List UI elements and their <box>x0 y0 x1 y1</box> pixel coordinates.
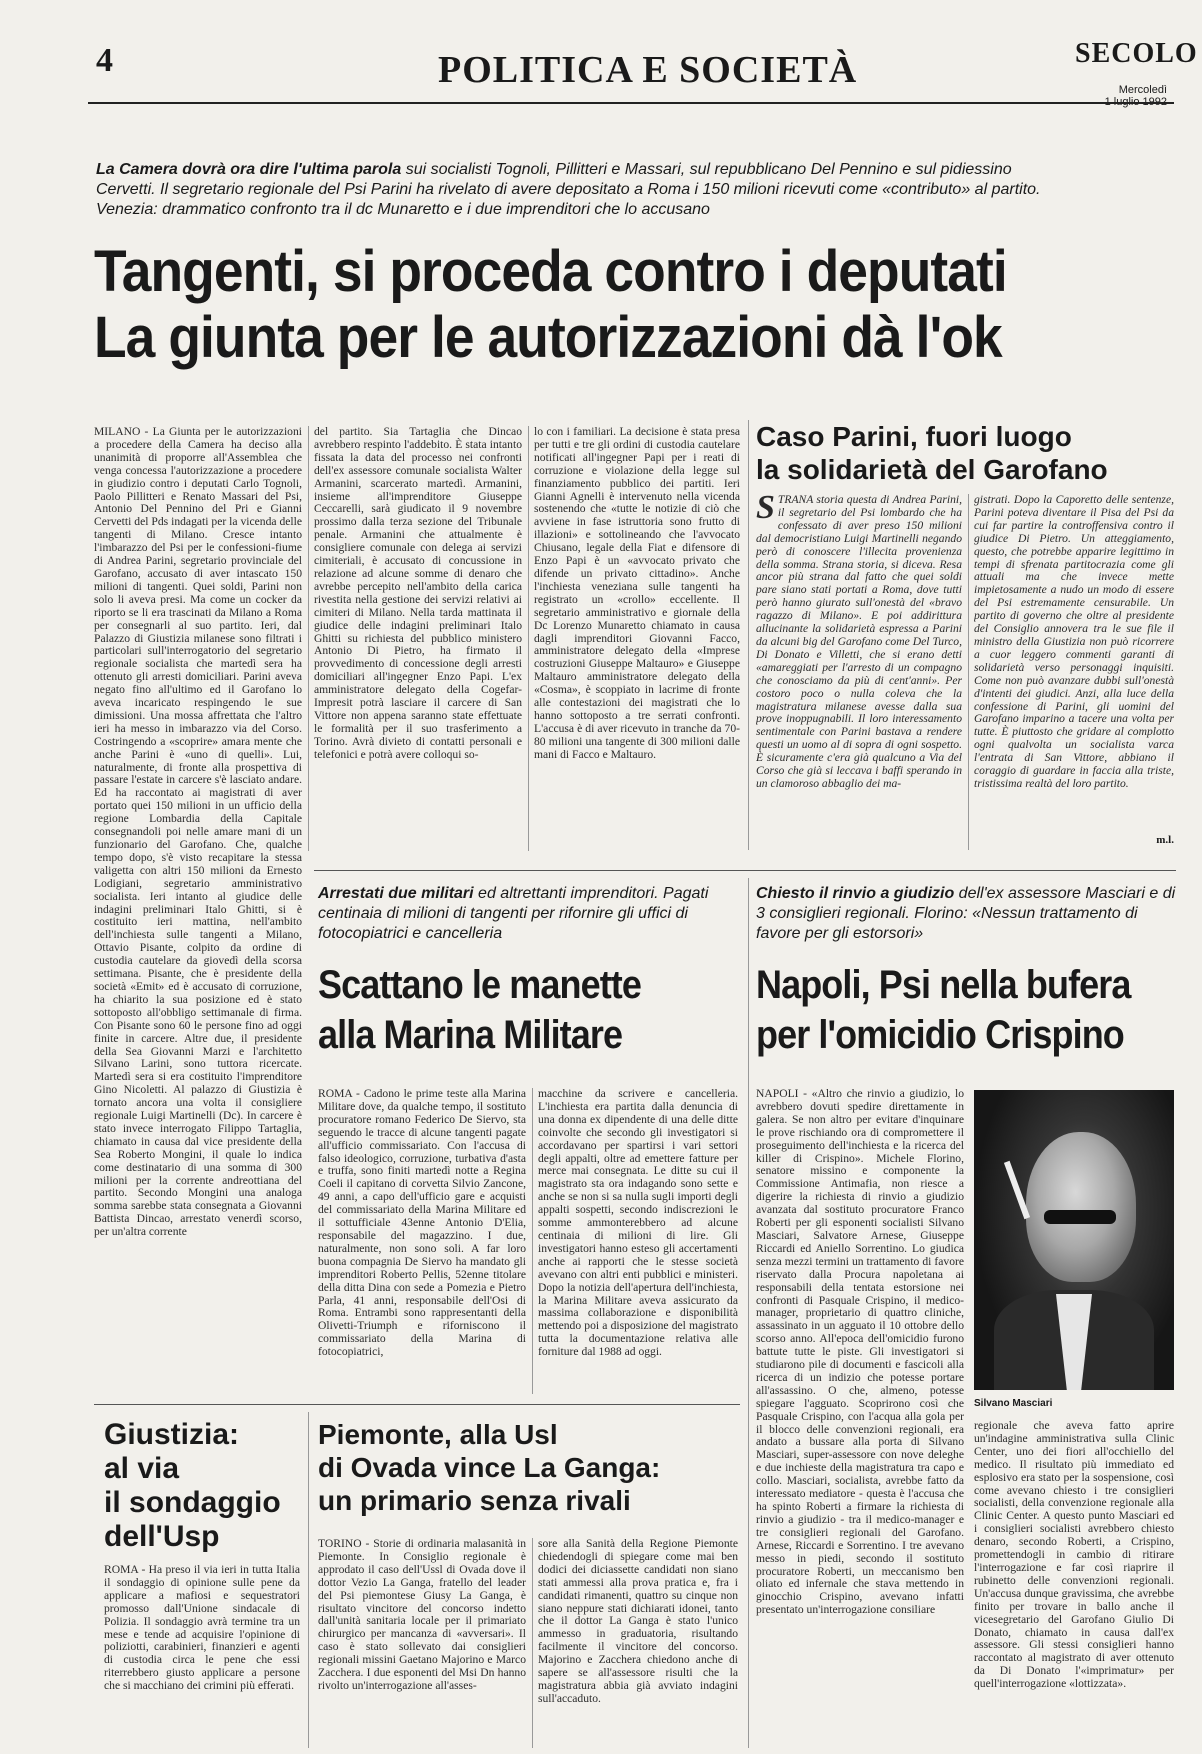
issue-weekday: Mercoledì <box>1118 84 1167 96</box>
giustizia-headline-3: il sondaggio <box>104 1486 281 1519</box>
marina-column-1: ROMA - Cadono le prime teste alla Marina Militare dove, da qualche tempo, il sostituto procuratore romano Federico De Siervo, sta seguendo le tracce di alcune tangenti pagate all'ufficio commissariato. Con l'accusa di falso ideologico, corruzione, turbativa d'asta e truffa, sono finiti martedì notte a Regina Coeli il capitano di corvetta Silvio Zancone, 49 anni, a capo dell'ufficio gare e acquisti del commissariato della Marina Militare ed il sottufficiale 43enne Antonio D'Elia, responsabile del magazzino. I due, naturalmente, non sono soli. A far loro buona compagnia De Siervo ha mandato gli imprenditori Roberto Pellis, 52enne titolare della ditta Dina con sede a Pomezia e Pietro Parla, 41 anni, responsabile dell'Osi di Roma. Entrambi sono rappresentanti della Olivetti-Triumph e riforniscono il commissariato della Marina di fotocopiatrici, <box>318 1088 526 1359</box>
parini-dropcap: S <box>756 494 775 526</box>
piemonte-column-1: TORINO - Storie di ordinaria malasanità in Piemonte. In Consiglio regionale è approdato il caso dell'Ussl di Ovada dove il dottor Vezio La Ganga, fratello del leader del Psi piemontese Giusy La Ganga, è risultato vincitore del concorso indetto dall'unità sanitaria locale per il primariato chirurgico per mancanza di «avversari». Il caso è stato sollevato dai consiglieri regionali missini Gaetano Majorino e Marco Zacchera. I due esponenti del Msi Dn hanno rivolto un'interrogazione all'asses- <box>318 1538 526 1692</box>
column-divider <box>528 426 529 851</box>
parini-headline-1: Caso Parini, fuori luogo <box>756 421 1072 452</box>
giustizia-text: ROMA - Ha preso il via ieri in tutta Italia il sondaggio di opinione sulle pene da applicare a mafiosi e sequestratori promosso dall'Unione sindacale di Polizia. Il sondaggio avrà termine tra un mese e tende ad acquisire l'opinione di poliziotti, carabinieri, finanzieri e agenti di custodia circa le pene che essi riterrebbero giusto applicare a persone che si macchiano dei crimini più efferati. <box>104 1564 300 1693</box>
lead-column-3: lo con i familiari. La decisione è stata presa per tutti e tre gli ordini di custodia cautelare notificati all'ingegner Papi per i reati di corruzione e violazione della legge sul finanziamento pubblico dei partiti. Ieri Gianni Agnelli è intervenuto nella vicenda sostenendo che «tutte le notizie di ciò che avviene in fase istruttoria sono frutto di illazioni» e sottolineando che l'avvocato Chiusano, legale della Fiat e difensore di Enzo Papi è un «avvocato privato che difende un privato cittadino». Anche l'inchiesta veneziana sulle tangenti ha registrato un «crollo» eccellente. Il segretario amministrativo e giornale della Dc Lorenzo Munaretto chiamato in causa dagli imprenditori Giovanni Facco, amministratore delegato della «Imprese costruzioni Giuseppe Maltauro» e Giuseppe Maltauro amministratore delegato della «Cosma», è scoppiato in lacrime di fronte alle contestazioni dei magistrati che lo hanno sottoposto a tre serrati confronti. L'accusa è di aver ricevuto in tranche da 70-80 milioni una tangente di 300 milioni dalle mani di Facco e Maltauro. <box>534 426 740 761</box>
column-divider <box>308 1412 309 1748</box>
giustizia-headline-2: al via <box>104 1452 180 1485</box>
parini-column-1-text: TRANA storia questa di Andrea Parini, il segretario del Psi lombardo che ha confessato di aver preso 150 milioni dal democristiano Luigi Martinelli negando però di conoscere l'illecita provenienza della somma. Strana storia, si diceva. Resa ancor più strana dal fatto che quei soldi pare siano stati portati a Roma, dove tutti però hanno giurato sull'onestà del «bravo ragazzo di Milano». E poi addirittura allucinante la solidarietà espressa a Parini da alcuni big del Garofano come Del Turco, Di Donato e Villetti, che si erano detti «amareggiati per l'arresto di un compagno che conosciamo da più di cent'anni». Per costoro poco o nulla coleva che la magistratura milanese avesse dalla sua prove inoppugnabili. Il loro interessamento sentimentale con Parini bastava a rendere questi un uomo al di sopra di ogni sospetto. È sicuramente c'era già qualcuno a Via del Corso che già si leccava i baffi sperando in un clamoroso abbaglio dei ma- <box>756 494 962 790</box>
napoli-kicker <box>756 884 1176 944</box>
piemonte-column-2: sore alla Sanità della Regione Piemonte chiedendogli di spiegare come mai ben dodici dei diciassette candidati non siano stati ammessi alla prova pratica e, fra i candidati rimanenti, quattro su cinque non siano neppure stati dichiarati idonei, tanto che il dottor La Ganga è stato l'unico ammesso in graduatoria, risultando facilmente il vincitore del concorso. Majorino e Zacchera chiedono anche di sapere se all'assessore risulti che la magistratura abbia già avviato indagini sull'accaduto. <box>538 1538 738 1705</box>
photo-caption: Silvano Masciari <box>974 1398 1053 1409</box>
lead-kicker-bold: La Camera dovrà ora dire l'ultima parola <box>96 161 402 178</box>
issue-date <box>1095 84 1167 108</box>
napoli-column-1: NAPOLI - «Altro che rinvio a giudizio, lo avrebbero dovuti spedire direttamente in galera. Se non altro per evitare d'inquinare le prove rischiando ora di compromettere il proseguimento dell'inchiesta e la ricerca del killer di Crispino». Michele Florino, senatore missino e componente la Commissione Antimafia, non riesce a digerire la richiesta di rinvio a giudizio avanzata dal sostituto procuratore Franco Roberti per gli esponenti socialisti Silvano Masciari, Salvatore Arnese, Giuseppe Riccardi ed Aniello Sorrentino. Lo giudica senza mezzi termini un trattamento di favore riservato dalla Procura napoletana ai responsabili della tentata estorsione nei confronti di Pasquale Crispino, il medico-manager, proprietario di quattro cliniche, assassinato in un agguato il 10 ottobre dello scorso anno. All'epoca dell'omicidio furono battute tutte le piste. Gli investigatori si studiarono pile di documenti e fascicoli alla ricerca di un indizio che potesse portare all'assassino. O che, almeno, potesse spiegare l'agguato. Scoprirono così che Pasquale Crispino, con l'acqua alla gola per il blocco delle convenzioni regionali, era andato a bussare alla porta di Silvano Masciari, super-assessore con nove deleghe e due inchieste della magistratura tra capo e collo. Masciari, socialista, avrebbe fatto da interessato mediatore - questa è l'accusa che ha spinto Roberti a firmare la richiesta di rinvio a giudizio - tra il medico-manager e tre consiglieri regionali del Garofano. Arnese, Riccardi e Sorrentino. I tre avevano messo in piedi, secondo il sostituto procuratore Roberti, un meccanismo ben oliato ed infernale che stava mettendo in ginocchio Crispino, avevano infatti presentato un'interrogazione consiliare <box>756 1088 964 1617</box>
lead-column-1: MILANO - La Giunta per le autorizzazioni a procedere della Camera ha deciso alla unanimità di proporre all'Assemblea che venga concessa l'autorizzazione a procedere in giudizio contro i deputati Carlo Tognoli, Paolo Pillitteri e Renato Massari del Psi, Antonio Del Pennino del Pri e Gianni Cervetti del Pds indagati per la vicenda delle tangenti di Milano. Cresce intanto l'imbarazzo del Psi per le confessioni-fiume di Andrea Parini, segretario provinciale del Garofano, accusato di aver intascato 150 milioni di tangenti. Quei soldi, Parini non solo li aveva presi. Ma come un cocker da riporto se li era trascinati da Milano a Roma per consegnarli al suo partito. Ieri, dal Palazzo di Giustizia milanese sono filtrati i particolari sull'interrogatorio del segretario regionale socialista che martedì sera ha ottenuto gli arresti domiciliari. Parini aveva negato fino all'ultimo ed il Garofano lo aveva incaricato respingendo le sue dimissioni. Una mossa affrettata che l'altro ieri ha messo in imbarazzo via del Corso. Costringendo a «scoprire» amara mente che anche Parini è «uno di quelli». Lui, naturalmente, di fronte alla prospettiva di passare l'estate in carcere s'è lasciato andare. Ed ha raccontato ai magistrati di aver portato quei 150 milioni in un ufficio della regione Lombardia della Capitale consegnandoli poi nelle amare mani di un funzionario del Garofano. Che, qualche tempo dopo, s'è visto recapitare la stessa valigetta con altri 150 milioni da Ernesto Lodigiani, segretario amministrativo socialista. Ieri intanto al giudice delle indagini preliminari Italo Ghitti, si è costituito ieri mattina, nell'ambito dell'inchiesta sulle tangenti a Milano, Ottavio Pisante, colpito da ordine di custodia cautelare da giovedì della scorsa settimana. Pisante, che è presidente della società «Emit» ed è accusato di corruzione, ha chiarito la sua posizione ed è stato sottoposto all'obbligo settimanale di firma. Con Pisante sono 60 le persone fino ad oggi finite in carcere. Altre due, il presidente della Sea Giovanni Marzi e l'architetto Silvano Larini, sono tuttora ricercate. Martedì sera si era costituito l'imprenditore Gino Nicoletti. Al palazzo di Giustizia è tornato ancora una volta il consigliere regionale Luigi Martinelli (Dc). In carcere è stato invece interrogato Filippo Tartaglia, chiamato in causa dal vice presidente della Sea Roberto Mongini, il quale lo indica come destinatario di una somma di 300 milioni per la corrente andreottiana del partito. Secondo Mongini una analoga somma sarebbe stata consegnata a Giovanni Battista Dincao, arrestato venerdì scorso, per un'altra corrente <box>94 426 302 1239</box>
marina-kicker-rest: ed altrettanti imprenditori. Pagati centinaia di milioni di tangenti per rifornire gli uffici di fotocopiatrici e cancelleria <box>318 885 709 942</box>
column-divider <box>748 420 749 850</box>
column-divider <box>968 494 969 850</box>
section-title: POLITICA E SOCIETÀ <box>438 49 858 91</box>
parini-column-1 <box>756 494 962 850</box>
giustizia-headline-4: dell'Usp <box>104 1520 220 1553</box>
napoli-headline-1: Napoli, Psi nella bufera <box>756 963 1131 1007</box>
lead-kicker <box>96 160 1056 220</box>
giustizia-headline-1: Giustizia: <box>104 1418 240 1451</box>
column-divider <box>532 1538 533 1748</box>
parini-headline-2: la solidarietà del Garofano <box>756 454 1108 485</box>
marina-kicker-bold: Arrestati due militari <box>318 885 474 902</box>
lead-headline-1: Tangenti, si proceda contro i deputati <box>94 239 1007 304</box>
napoli-kicker-rest: dell'ex assessore Masciari e di 3 consiglieri regionali. Florino: «Nessun trattamento di favore per gli estorsori» <box>756 885 1176 942</box>
napoli-column-2: regionale che aveva fatto aprire un'indagine amministrativa sulla Clinic Center, uno dei fiori all'occhiello del medico. Il risultato più immediato ed esplosivo era stato per la sospensione, così come avevano chiesto i tre consiglieri socialisti, della convenzione regionale alla Clinic Center. A questo punto Masciari ed i consiglieri socialisti avrebbero chiesto denaro, secondo Roberti, a Crispino, promettendogli in cambio di ritirare l'interrogazione e far così riaprire il rubinetto delle convenzioni regionali. Un'accusa dunque gravissima, che avrebbe finito per trovare in ballo anche il vicesegretario del Garofano Giulio Di Donato, chiamato in causa dall'ex assessore. Gli stessi consiglieri hanno raccontato al magistrato di aver ottenuto da Di Donato l'«imprimatur» per quell'interrogazione «lottizzata». <box>974 1420 1174 1691</box>
newspaper-logo: SECOLO <box>1075 38 1198 69</box>
masciari-photo <box>974 1090 1174 1390</box>
lead-kicker-rest: sui socialisti Tognoli, Pillitteri e Massari, sul repubblicano Del Pennino e sul pidiessino Cervetti. Il segretario regionale del Psi Parini ha rivelato di avere depositato a Roma i 150 milioni ricevuti come «contributo» al partito. Venezia: drammatico confronto tra il dc Munaretto e i due imprenditori che lo accusano <box>96 161 1041 218</box>
napoli-headline-2: per l'omicidio Crispino <box>756 1013 1124 1057</box>
portrait-face <box>1026 1132 1136 1282</box>
section-rule <box>94 1404 740 1405</box>
column-divider <box>532 1088 533 1394</box>
column-divider <box>748 878 749 1748</box>
marina-headline-1: Scattano le manette <box>318 963 642 1007</box>
parini-signature: m.l. <box>1156 834 1174 846</box>
lead-headline-2: La giunta per le autorizzazioni dà l'ok <box>94 305 1002 370</box>
parini-column-2: gistrati. Dopo la Caporetto delle sentenze, Parini poteva diventare il Pisa del Psi da cui far partire la controffensiva contro il giudice Di Pietro. Un atteggiamento, questo, che potrebbe apparire legittimo in tempi di sfrenata partitocrazia come gli attuali ma che invece mette impietosamente a nudo un modo di essere del Psi estremamente censurabile. Un partito di governo che oltre al presidente del Consiglio annovera tra le sue file il ministro della Giustizia non può ricorrere a cuor leggero commenti garanti di solidarietà verso personaggi inquisiti. Come non può avanzare dubbi sull'onestà d'intenti dei giudici. Anzi, alla luce della confessione di Parini, gli uomini del Garofano imparino a tacere una volta per tutte. È piuttosto che gridare al complotto ogni qualvolta un socialista varca l'entrata di San Vittore, abbiano il coraggio di guardare in faccia alla triste, tristissima realtà del loro partito. <box>974 494 1174 790</box>
piemonte-headline-3: un primario senza rivali <box>318 1485 631 1516</box>
marina-kicker <box>318 884 738 944</box>
giustizia-headline <box>104 1418 304 1554</box>
marina-headline-2: alla Marina Militare <box>318 1013 623 1057</box>
masthead-rule <box>88 102 1174 104</box>
portrait-moustache <box>1044 1210 1116 1224</box>
piemonte-headline-2: di Ovada vince La Ganga: <box>318 1452 661 1483</box>
section-rule <box>314 870 1176 871</box>
column-divider <box>308 426 309 851</box>
piemonte-headline <box>318 1418 748 1517</box>
marina-column-2: macchine da scrivere e cancelleria. L'inchiesta era partita dalla denuncia di una donna ex dipendente di una delle ditte coinvolte che secondo gli investigatori si accordavano per spartirsi i vari settori degli appalti, oltre ad emettere fatture per merce mai consegnata. Le ditte su cui il magistrato sta ora indagando sono sette e anche se non si sa nulla sugli importi degli appalti sospetti, secondo indiscrezioni le somme ammonterebbero ad alcune centinaia di milioni di lire. Gli investigatori hanno esteso gli accertamenti anche ai rapporti che le stesse società avevano con altri enti pubblici e ministeri. Dopo la notizia dell'apertura dell'inchiesta, la Marina Militare aveva assicurato da massima collaborazione e disponibilità mettendo poi a disposizione del magistrato tutta la documentazione relativa alle forniture dal 1988 ad oggi. <box>538 1088 738 1359</box>
page-number: 4 <box>96 42 113 79</box>
napoli-kicker-bold: Chiesto il rinvio a giudizio <box>756 885 955 902</box>
piemonte-headline-1: Piemonte, alla Usl <box>318 1419 558 1450</box>
lead-column-2: del partito. Sia Tartaglia che Dincao avrebbero respinto l'addebito. È stata intanto fissata la data del processo nei confronti dell'ex assessore comunale socialista Walter Armanini, scarcerato martedì. Armanini, insieme all'imprenditore Giuseppe Ceccarelli, sarà giudicato il 9 novembre prossimo dalla terza sezione del Tribunale penale. Armanini che attualmente è consigliere comunale con delega ai servizi cimiteriali, è accusato di concussione in relazione ad alcune somme di denaro che avrebbe percepito nell'ambito della carica rivestita nella gestione dei servizi relativi ai cimiteri di Milano. Nella tarda mattinata il giudice delle indagini preliminari Italo Ghitti su richiesta del pubblico ministero Antonio Di Pietro, ha firmato il provvedimento di concessione degli arresti domiciliari all'ingegner Enzo Papi. L'ex amministratore delegato della Cogefar-Impresit potrà lasciare il carcere di San Vittore non appena saranno state effettuate le formalità per il suo trasferimento a Torino. Avrà divieto di contatti personali e telefonici e potrà avere colloqui so- <box>314 426 522 761</box>
parini-headline <box>756 420 1176 486</box>
